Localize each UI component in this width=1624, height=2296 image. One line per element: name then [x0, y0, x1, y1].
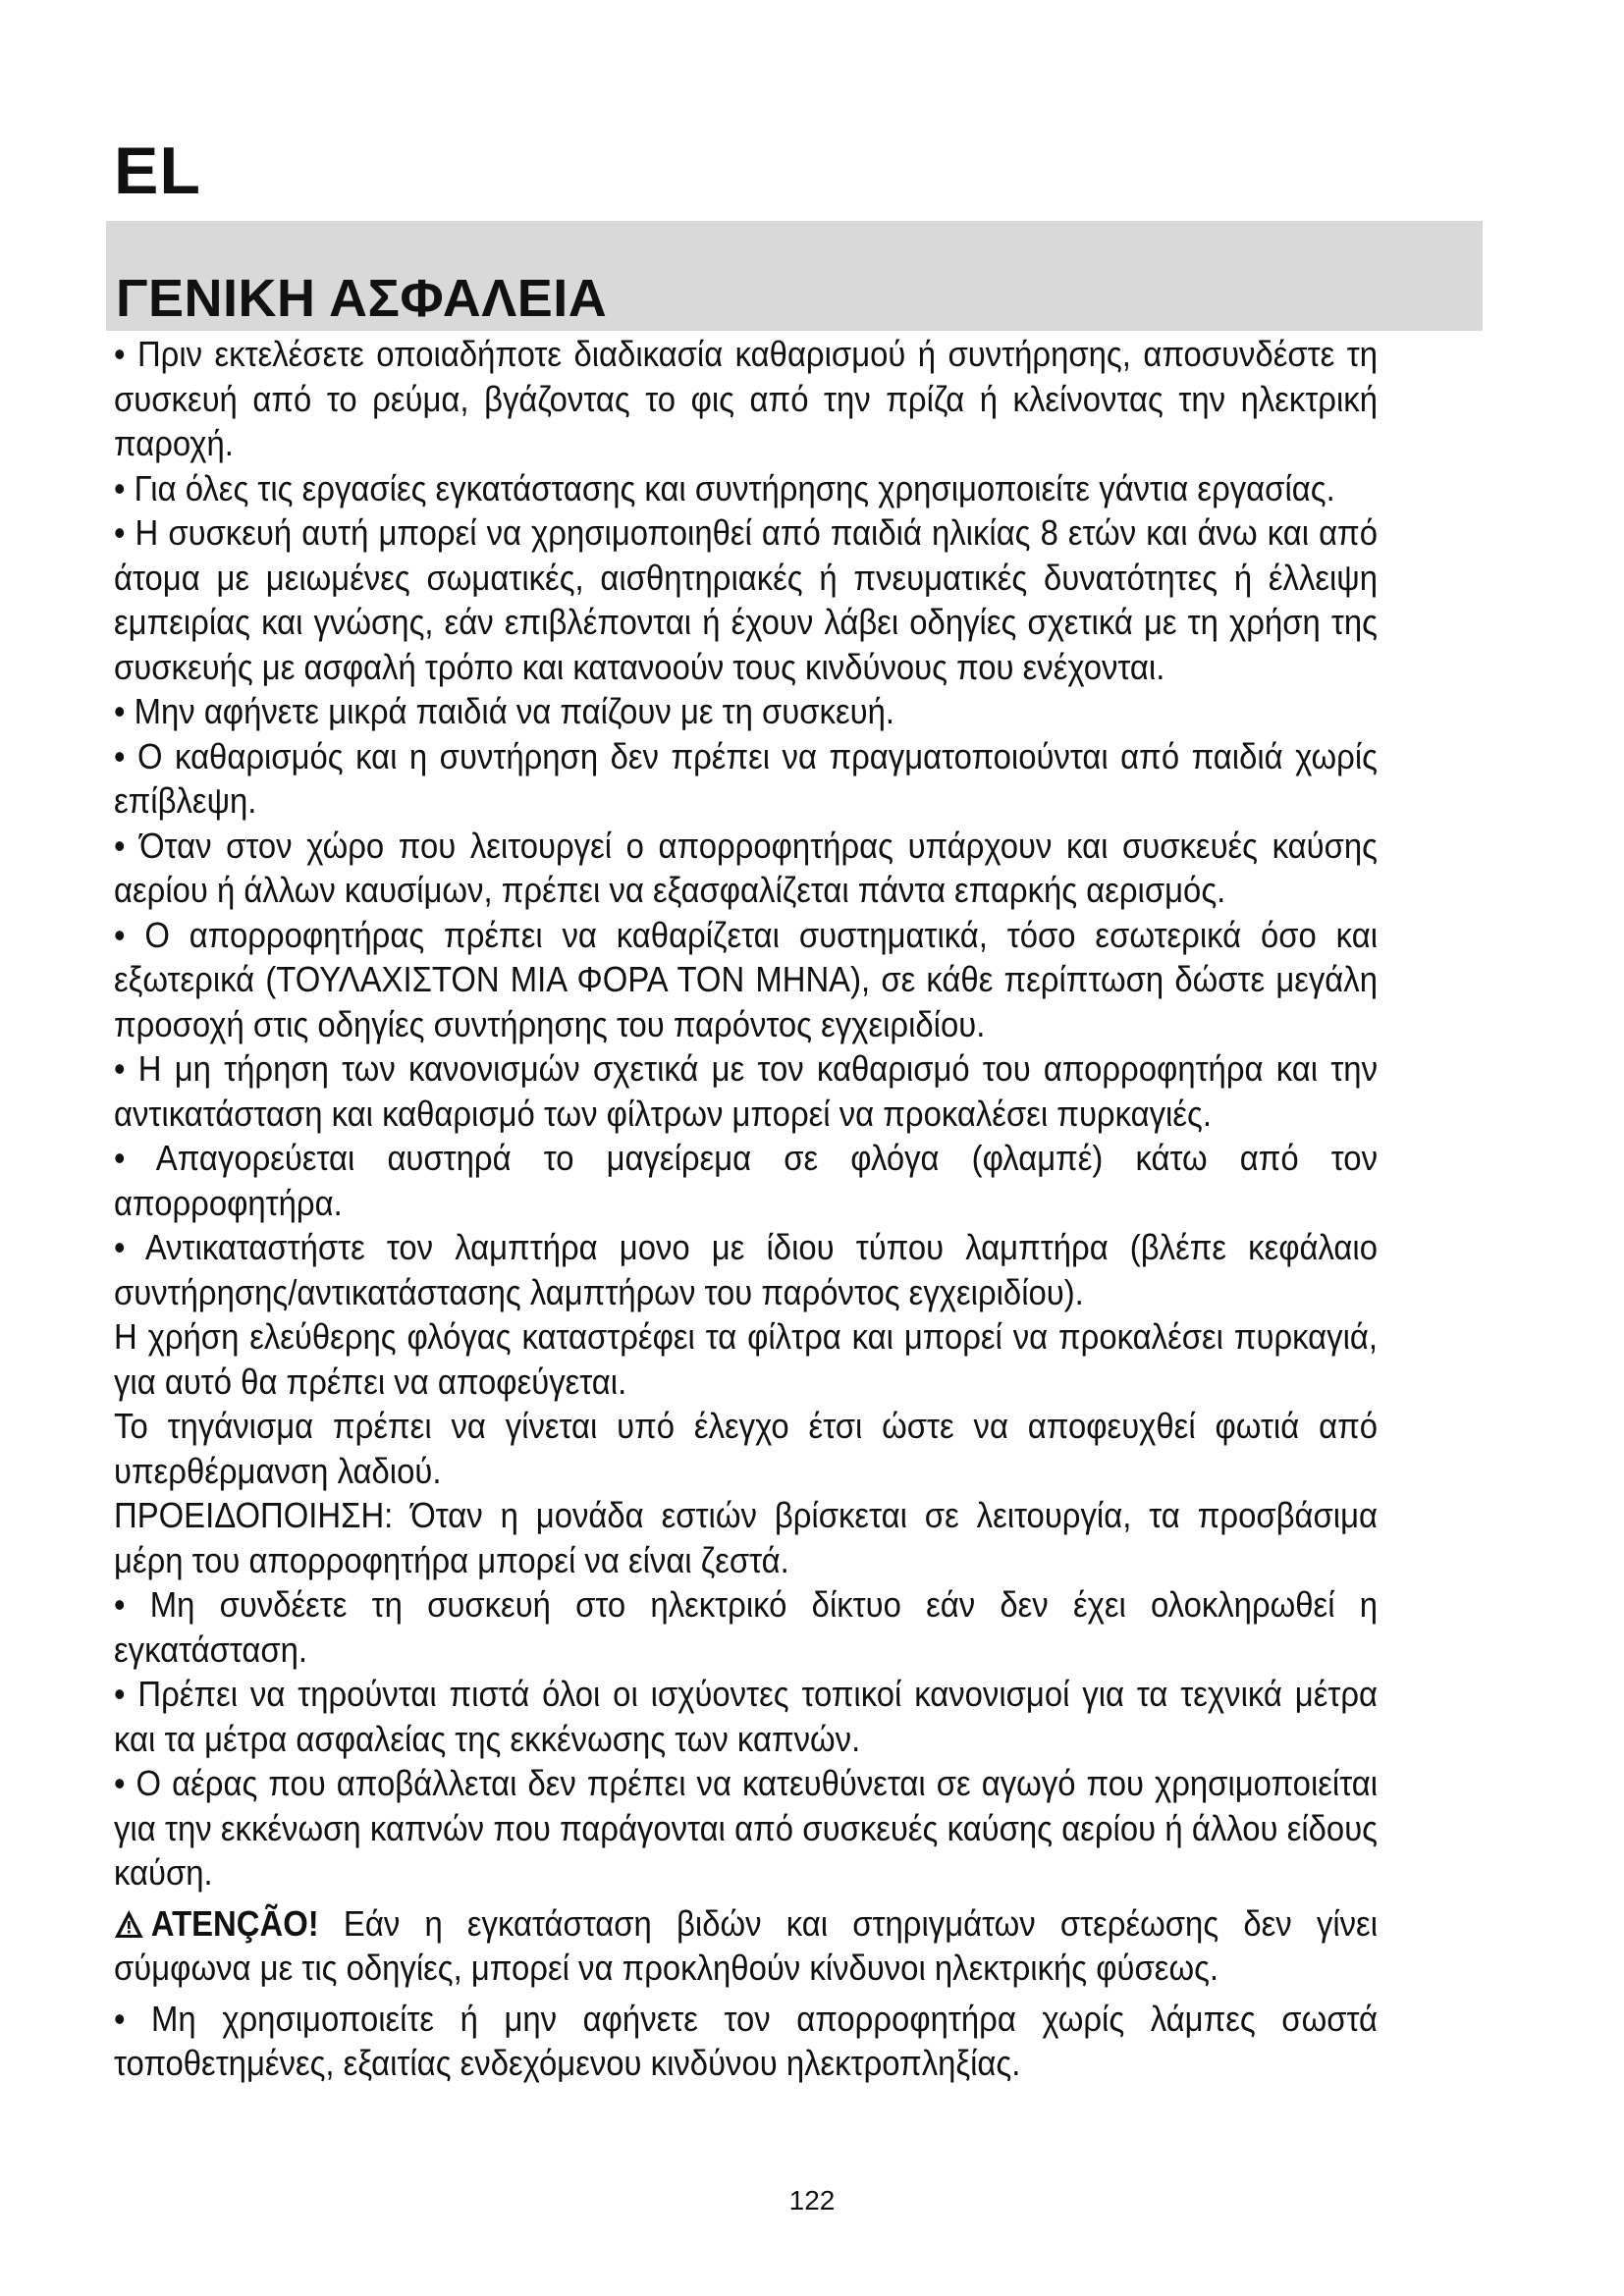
paragraph-cleaning-supervision: • Ο καθαρισμός και η συντήρηση δεν πρέπει να πραγματοποιούνται από παιδιά χωρίς επίβλεψη. [114, 735, 1378, 821]
safety-text [114, 332, 1378, 2086]
paragraph-lamps-installed: • Μη χρησιμοποιείτε ή μην αφήνετε τον απορροφητήρα χωρίς λάμπες σωστά τοποθετημένες, εξαιτίας ενδεχόμενου κινδύνου ηλεκτροπληξίας. [114, 1998, 1378, 2083]
paragraph-children-usage: • Η συσκευή αυτή μπορεί να χρησιμοποιηθεί από παιδιά ηλικίας 8 ετών και άνω και από άτομα με μειωμένες σωματικές, αισθητηριακές ή πνευματικές δυνατότητες ή έλλειψη εμπειρίας και γνώσης, εάν επιβλέπονται ή έχουν λάβει οδηγίες σχετικά με τη χρήση της συσκευής με ασφαλή τρόπο και κατανοούν τους κινδύνους που ενέχονται. [114, 512, 1378, 687]
title-band [106, 221, 1483, 331]
paragraph-frying: Το τηγάνισμα πρέπει να γίνεται υπό έλεγχο έτσι ώστε να αποφευχθεί φωτιά από υπερθέρμανση λαδιού. [114, 1406, 1378, 1491]
warning-paragraph [114, 1901, 1378, 1991]
paragraph-ventilation: • Όταν στον χώρο που λειτουργεί ο απορροφητήρας υπάρχουν και συσκευές καύσης αερίου ή άλλων καυσίμων, πρέπει να εξασφαλίζεται πάντα επαρκής αερισμός. [114, 825, 1378, 910]
warning-label: ATENÇÃO! [150, 1902, 319, 1944]
warning-triangle-icon [114, 1909, 144, 1939]
warning-text: Εάν η εγκατάσταση βιδών και στηριγμάτων στερέωσης δεν γίνει σύμφωνα με τις οδηγίες, μπορεί να προκληθούν κίνδυνοι ηλεκτρικής φύσεως. [114, 1902, 1378, 1988]
paragraph-hot-parts: ΠΡΟΕΙΔΟΠΟΙΗΣΗ: Όταν η μονάδα εστιών βρίσκεται σε λειτουργία, τα προσβάσιμα μέρη του απορροφητήρα μπορεί να είναι ζεστά. [114, 1495, 1378, 1580]
section-title: ΓΕΝΙΚΗ ΑΣΦΑΛΕΙΑ [116, 269, 608, 328]
paragraph-regular-cleaning: • Ο απορροφητήρας πρέπει να καθαρίζεται συστηματικά, τόσο εσωτερικά όσο και εξωτερικά (ΤΟΥΛΑΧΙΣΤΟΝ ΜΙΑ ΦΟΡΑ ΤΟΝ ΜΗΝΑ), σε κάθε περίπτωση δώστε μεγάλη προσοχή στις οδηγίες συντήρησης του παρόντος εγχειριδίου. [114, 914, 1378, 1044]
paragraph-local-regulations: • Πρέπει να τηρούνται πιστά όλοι οι ισχύοντες τοπικοί κανονισμοί για τα τεχνικά μέτρα και τα μέτρα ασφαλείας της εκκένωσης των καπνών. [114, 1674, 1378, 1759]
paragraph-children-play: • Μην αφήνετε μικρά παιδιά να παίζουν με τη συσκευή. [114, 691, 894, 731]
paragraph-fire-risk: • Η μη τήρηση των κανονισμών σχετικά με τον καθαρισμό του απορροφητήρα και την αντικατάσταση και καθαρισμό των φίλτρων μπορεί να προκαλέσει πυρκαγιές. [114, 1048, 1378, 1134]
paragraph-flambe: • Απαγορεύεται αυστηρά το μαγείρεμα σε φλόγα (φλαμπέ) κάτω από τον απορροφητήρα. [114, 1138, 1378, 1223]
paragraph-installation-complete: • Μη συνδέετε τη συσκευή στο ηλεκτρικό δίκτυο εάν δεν έχει ολοκληρωθεί η εγκατάσταση. [114, 1584, 1378, 1670]
paragraph-exhaust-air: • Ο αέρας που αποβάλλεται δεν πρέπει να κατευθύνεται σε αγωγό που χρησιμοποιείται για την εκκένωση καπνών που παράγονται από συσκευές καύσης αερίου ή άλλου είδους καύση. [114, 1763, 1378, 1893]
paragraph-open-flame: Η χρήση ελεύθερης φλόγας καταστρέφει τα φίλτρα και μπορεί να προκαλέσει πυρκαγιά, για αυτό θα πρέπει να αποφεύγεται. [114, 1316, 1378, 1402]
paragraph-work-gloves: • Για όλες τις εργασίες εγκατάστασης και συντήρησης χρησιμοποιείτε γάντια εργασίας. [114, 467, 1335, 508]
language-code: EL [114, 133, 201, 208]
paragraph-lamp-replacement: • Αντικαταστήστε τον λαμπτήρα μονο με ίδιου τύπου λαμπτήρα (βλέπε κεφάλαιο συντήρησης/αντικατάστασης λαμπτήρων του παρόντος εγχειριδίου). [114, 1227, 1378, 1312]
paragraph-disconnect-power: • Πριν εκτελέσετε οποιαδήποτε διαδικασία καθαρισμού ή συντήρησης, αποσυνδέστε τη συσκευή από το ρεύμα, βγάζοντας το φις από την πρίζα ή κλείνοντας την ηλεκτρική παροχή. [114, 334, 1378, 463]
page-number: 122 [788, 2185, 836, 2216]
